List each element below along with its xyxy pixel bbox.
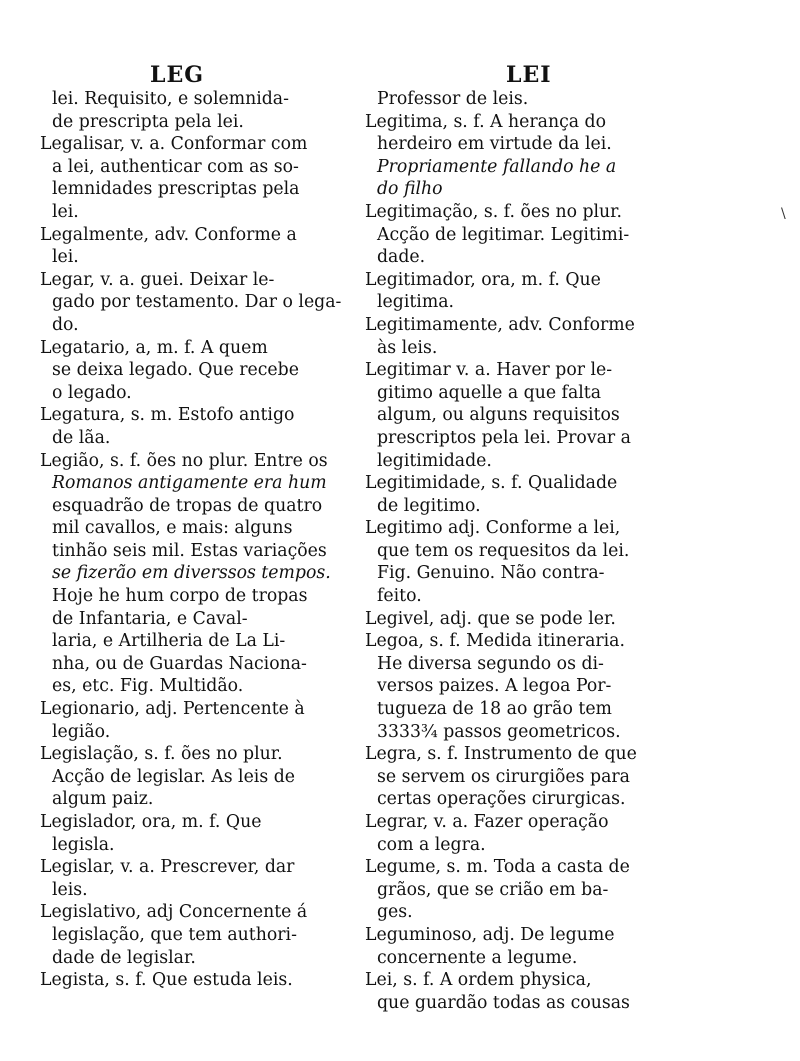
entry-continuation-line: com a legra.	[377, 834, 486, 855]
entry-continuation-line: gitimo aquelle a que falta	[377, 382, 602, 403]
entry-headword-line: Legar, v. a. guei. Deixar le-	[40, 269, 275, 290]
entry-continuation-line: Professor de leis.	[377, 89, 529, 109]
entry-headword-line: Leguminoso, adj. De legume	[365, 924, 615, 945]
entry-continuation-line: Hoje he hum corpo de tropas	[52, 586, 308, 607]
entry-continuation-line: algum, ou alguns requisitos	[377, 405, 620, 426]
entry-continuation-line: de Infantaria, e Caval-	[52, 608, 248, 629]
entry-continuation-line: versos paizes. A legoa Por-	[377, 676, 612, 697]
entry-headword-line: Legionario, adj. Pertencente à	[40, 699, 305, 720]
entry-continuation-line: o legado.	[52, 382, 132, 403]
entry-headword-line: Legume, s. m. Toda a casta de	[365, 857, 630, 878]
entry-continuation-line: Romanos antigamente era hum	[52, 473, 327, 494]
entry-continuation-line: Fig. Genuino. Não contra-	[377, 563, 605, 584]
entry-headword-line: Legião, s. f. ões no plur. Entre os	[40, 450, 328, 471]
entry-continuation-line: feito.	[377, 586, 422, 607]
entry-continuation-line: a lei, authenticar com as so-	[52, 156, 299, 177]
entry-headword-line: Lei, s. f. A ordem physica,	[365, 970, 592, 991]
entry-headword-line: Legalmente, adv. Conforme a	[40, 224, 297, 245]
page-header-right: LEI	[506, 62, 552, 88]
entry-continuation-line: He diversa segundo os di-	[377, 653, 604, 674]
entry-continuation-line: de prescripta pela lei.	[52, 111, 244, 132]
entry-continuation-line: algum paiz.	[52, 789, 154, 810]
entry-headword-line: Legivel, adj. que se pode ler.	[365, 608, 616, 629]
entry-headword-line: Legitima, s. f. A herança do	[365, 111, 607, 132]
entry-continuation-line: de lãa.	[52, 427, 111, 448]
entry-continuation-line: que tem os requesitos da lei.	[377, 540, 630, 561]
entry-continuation-line: leis.	[52, 879, 88, 900]
entry-continuation-line: mil cavallos, e mais: alguns	[52, 518, 293, 539]
right-column	[365, 88, 683, 1014]
entry-headword-line: Legatario, a, m. f. A quem	[40, 337, 268, 358]
entry-continuation-line: lei.	[52, 201, 79, 222]
entry-continuation-line: do filho	[377, 179, 443, 200]
entry-continuation-line: prescriptos pela lei. Provar a	[377, 427, 631, 448]
margin-mark: \	[781, 206, 786, 222]
entry-continuation-line: se servem os cirurgiões para	[377, 766, 630, 787]
entry-headword-line: Legitimo adj. Conforme a lei,	[365, 518, 621, 539]
entry-continuation-line: lemnidades prescriptas pela	[52, 179, 300, 200]
entry-continuation-line: laria, e Artilheria de La Li-	[52, 631, 286, 652]
entry-continuation-line: se fizerão em diverssos tempos.	[52, 563, 331, 584]
entry-continuation-line: dade de legislar.	[52, 947, 196, 968]
entry-continuation-line: legitimidade.	[377, 450, 492, 471]
entry-continuation-line: certas operações cirurgicas.	[377, 789, 626, 810]
entry-headword-line: Legalisar, v. a. Conformar com	[40, 134, 308, 155]
entry-continuation-line: às leis.	[377, 337, 438, 358]
entry-continuation-line: herdeiro em virtude da lei.	[377, 134, 612, 155]
entry-headword-line: Legislador, ora, m. f. Que	[40, 812, 262, 832]
entry-continuation-line: tinhão seis mil. Estas variações	[52, 540, 327, 561]
entry-continuation-line: de legitimo.	[377, 495, 481, 516]
entry-headword-line: Legrar, v. a. Fazer operação	[365, 812, 609, 832]
entry-headword-line: Legitimamente, adv. Conforme	[365, 314, 635, 335]
entry-headword-line: Legoa, s. f. Medida itineraria.	[365, 631, 625, 652]
page-header-left: LEG	[150, 62, 205, 88]
entry-headword-line: Legislativo, adj Concernente á	[40, 902, 308, 923]
entry-continuation-line: que guardão todas as cousas	[377, 992, 630, 1013]
entry-headword-line: Legitimidade, s. f. Qualidade	[365, 473, 618, 494]
entry-continuation-line: es, etc. Fig. Multidão.	[52, 676, 244, 697]
entry-continuation-line: legisla.	[52, 834, 115, 855]
entry-continuation-line: lei.	[52, 247, 79, 268]
entry-headword-line: Legislação, s. f. ões no plur.	[40, 744, 283, 765]
entry-continuation-line: dade.	[377, 247, 426, 268]
entry-continuation-line: Propriamente fallando he a	[377, 156, 617, 177]
entry-headword-line: Legitimação, s. f. ões no plur.	[365, 201, 623, 222]
entry-headword-line: Legitimador, ora, m. f. Que	[365, 269, 601, 290]
entry-continuation-line: do.	[52, 314, 79, 335]
entry-headword-line: Legra, s. f. Instrumento de que	[365, 744, 637, 765]
entry-continuation-line: legitima.	[377, 292, 454, 313]
entry-continuation-line: nha, ou de Guardas Naciona-	[52, 653, 307, 674]
entry-continuation-line: gado por testamento. Dar o lega-	[52, 292, 342, 313]
entry-continuation-line: tugueza de 18 ao grão tem	[377, 699, 612, 720]
entry-continuation-line: concernente a legume.	[377, 947, 578, 968]
entry-headword-line: Legislar, v. a. Prescrever, dar	[40, 857, 295, 878]
entry-continuation-line: esquadrão de tropas de quatro	[52, 495, 323, 516]
left-column	[40, 88, 358, 992]
entry-headword-line: Legatura, s. m. Estofo antigo	[40, 405, 295, 426]
entry-continuation-line: ges.	[377, 902, 413, 923]
entry-continuation-line: se deixa legado. Que recebe	[52, 360, 299, 381]
entry-continuation-line: lei. Requisito, e solemnida-	[52, 89, 289, 109]
entry-headword-line: Legista, s. f. Que estuda leis.	[40, 970, 293, 991]
entry-headword-line: Legitimar v. a. Haver por le-	[365, 360, 613, 381]
entry-continuation-line: legislação, que tem authori-	[52, 924, 297, 945]
entry-continuation-line: legião.	[52, 721, 111, 742]
entry-continuation-line: grãos, que se crião em ba-	[377, 879, 609, 900]
entry-continuation-line: 3333¾ passos geometricos.	[377, 721, 621, 742]
entry-continuation-line: Acção de legitimar. Legitimi-	[377, 224, 630, 245]
entry-continuation-line: Acção de legislar. As leis de	[52, 766, 295, 787]
